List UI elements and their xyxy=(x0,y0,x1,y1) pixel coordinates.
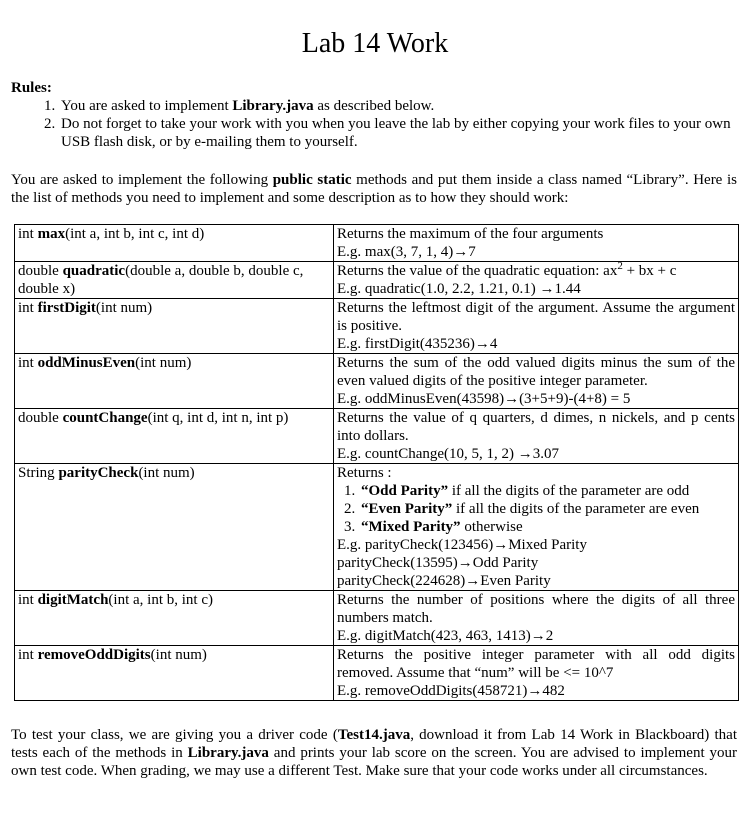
method-description: Returns the positive integer parameter with all odd digits removed. Assume that “num” will be <= 10^7 E.g. removeOddDigits(458721)→482 xyxy=(334,646,739,701)
method-signature: String parityCheck(int num) xyxy=(15,464,334,591)
method-description: Returns the sum of the odd valued digits minus the sum of the even valued digits of the positive integer parameter. E.g. oddMinusEven(43598)→(3+5+9)-(4+8) = 5 xyxy=(334,354,739,409)
method-signature: int firstDigit(int num) xyxy=(15,299,334,354)
method-example: E.g. max(3, 7, 1, 4)→7 xyxy=(337,244,476,260)
method-example: E.g. oddMinusEven(43598)→(3+5+9)-(4+8) = 5 xyxy=(337,391,631,407)
list-item: 1. “Odd Parity” if all the digits of the parameter are odd xyxy=(359,482,735,500)
table-row xyxy=(15,646,739,701)
intro-bold: public static xyxy=(272,172,352,188)
method-example: E.g. digitMatch(423, 463, 1413)→2 xyxy=(337,628,554,644)
method-example: E.g. parityCheck(123456)→Mixed Parity xyxy=(337,537,587,553)
method-description: Returns the number of positions where the digits of all three numbers match. E.g. digitMatch(423, 463, 1413)→2 xyxy=(334,591,739,646)
table-row xyxy=(15,225,739,262)
method-example: E.g. countChange(10, 5, 1, 2) →3.07 xyxy=(337,446,560,462)
method-description: Returns the maximum of the four arguments E.g. max(3, 7, 1, 4)→7 xyxy=(334,225,739,262)
closing-paragraph: To test your class, we are giving you a driver code (Test14.java, download it from Lab 14 Work in Blackboard) that tests each of the methods in Library.java and prints your lab score on the screen. You are advised to implement your own test code. When grading, we may use a different Test. Make sure that your code works under all circumstances. xyxy=(11,727,737,779)
methods-table xyxy=(14,224,739,701)
method-description: Returns : 1. “Odd Parity” if all the digits of the parameter are odd 2. “Even Parity” if all the digits of the parameter are even 3. “Mixed Parity” otherwise E.g. parityCheck(123456)→Mixed Parity parityCheck(13595)→Odd Parity parityCheck(224628)→Even Parity xyxy=(334,464,739,591)
method-example: parityCheck(224628)→Even Parity xyxy=(337,573,551,589)
rule-text: Do not forget to take your work with you when you leave the lab by either copying your work files to your own USB flash disk, or by e-mailing them to yourself. xyxy=(61,116,731,150)
list-item: 3. “Mixed Parity” otherwise xyxy=(359,518,735,536)
rules-heading: Rules: xyxy=(11,80,52,96)
page-title: Lab 14 Work xyxy=(301,28,449,59)
rules-section xyxy=(11,79,739,151)
method-example: E.g. firstDigit(435236)→4 xyxy=(337,336,498,352)
intro-text: methods and put them inside a class named “Library”. Here is the list of methods you need to implement and some description as to how they should work: xyxy=(11,172,737,206)
method-example: parityCheck(13595)→Odd Parity xyxy=(337,555,539,571)
method-signature: int removeOddDigits(int num) xyxy=(15,646,334,701)
method-description: Returns the value of q quarters, d dimes, n nickels, and p cents into dollars. E.g. countChange(10, 5, 1, 2) →3.07 xyxy=(334,409,739,464)
method-signature: double quadratic(double a, double b, double c, double x) xyxy=(15,262,334,299)
rules-list xyxy=(11,97,739,151)
rule-text: You are asked to implement xyxy=(61,98,233,114)
intro-paragraph xyxy=(11,171,737,207)
method-description: Returns the value of the quadratic equation: $ax^2$ + bx + c E.g. quadratic(1.0, 2.2, 1.21, 0.1) →1.44 xyxy=(334,262,739,299)
method-example: E.g. quadratic(1.0, 2.2, 1.21, 0.1) →1.44 xyxy=(337,281,581,297)
table-row xyxy=(15,591,739,646)
parity-list xyxy=(337,482,735,536)
rule-item xyxy=(59,115,739,151)
method-signature: int max(int a, int b, int c, int d) xyxy=(15,225,334,262)
table-row xyxy=(15,464,739,591)
list-item: 2. “Even Parity” if all the digits of the parameter are even xyxy=(359,500,735,518)
method-signature: int digitMatch(int a, int b, int c) xyxy=(15,591,334,646)
rule-text: as described below. xyxy=(313,98,435,114)
method-signature: int oddMinusEven(int num) xyxy=(15,354,334,409)
table-row xyxy=(15,409,739,464)
table-row xyxy=(15,262,739,299)
method-example: E.g. removeOddDigits(458721)→482 xyxy=(337,683,565,699)
table-row xyxy=(15,299,739,354)
intro-text: You are asked to implement the following xyxy=(11,172,273,188)
table-row xyxy=(15,354,739,409)
rule-bold: Library.java xyxy=(232,98,314,114)
method-signature: double countChange(int q, int d, int n, int p) xyxy=(15,409,334,464)
method-description: Returns the leftmost digit of the argument. Assume the argument is positive. E.g. firstDigit(435236)→4 xyxy=(334,299,739,354)
rule-item xyxy=(59,97,739,115)
